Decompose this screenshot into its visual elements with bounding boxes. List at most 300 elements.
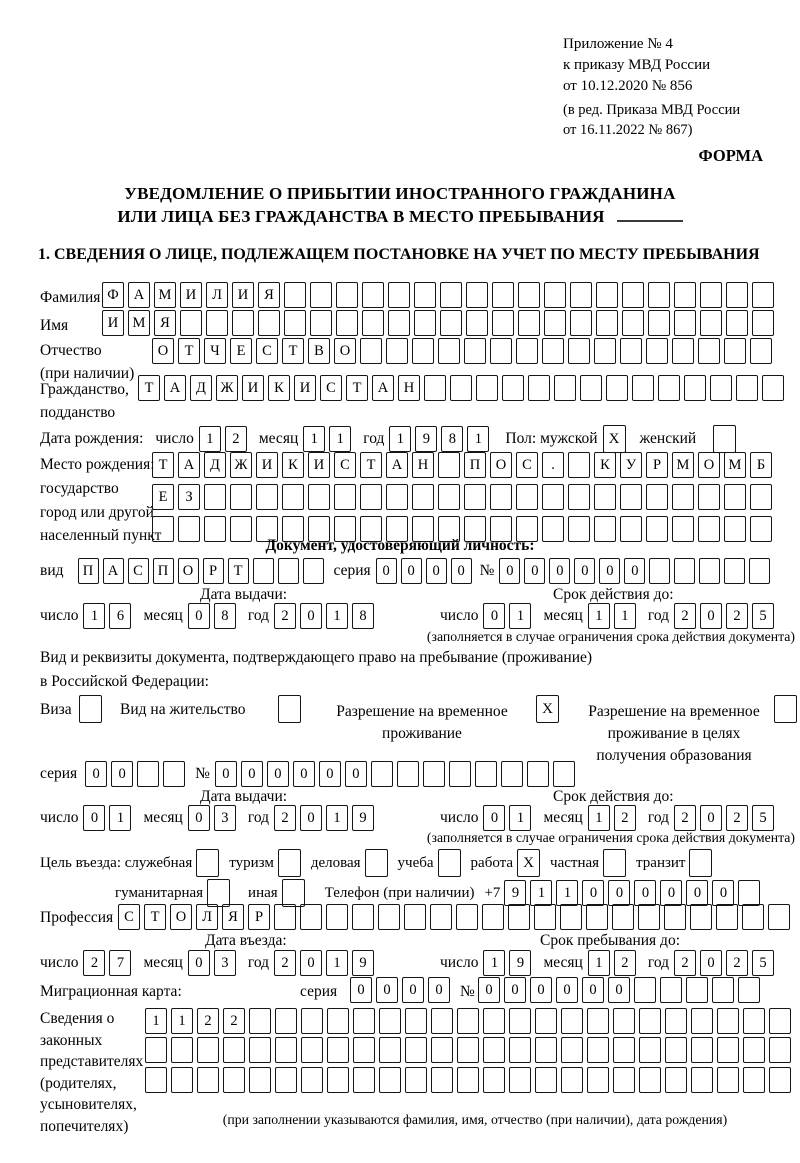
- char-cell: [457, 1037, 479, 1063]
- char-cell: [698, 338, 720, 364]
- char-cell: 9: [352, 805, 374, 831]
- char-cell: [301, 1008, 323, 1034]
- doc-type-label: вид: [40, 561, 64, 579]
- sex-male-label: Пол: мужской: [505, 429, 598, 447]
- name-cells: [102, 310, 778, 336]
- birth-day-cells: [199, 426, 251, 452]
- doc-type-cells: [78, 558, 328, 584]
- char-cell: [371, 761, 393, 787]
- char-cell: [634, 977, 656, 1003]
- char-cell: [145, 1067, 167, 1093]
- char-cell: [674, 558, 695, 584]
- representatives-note: (при заполнении указываются фамилия, имя, отчество (при наличии), дата рождения): [222, 1112, 728, 1127]
- char-cell: [594, 484, 616, 510]
- birth-place-label-1: Место рождения:: [40, 456, 155, 473]
- char-cell: М: [724, 452, 746, 478]
- migration-series-label: серия: [300, 983, 338, 1000]
- char-cell: [456, 904, 478, 930]
- month-label: месяц: [258, 429, 299, 447]
- char-cell: К: [594, 452, 616, 478]
- stay-until-row: [440, 950, 786, 976]
- char-cell: [509, 1067, 531, 1093]
- char-cell: [561, 1008, 583, 1034]
- char-cell: [509, 1037, 531, 1063]
- char-cell: 2: [274, 603, 296, 629]
- char-cell: [518, 282, 540, 308]
- char-cell: [457, 1008, 479, 1034]
- patronymic-label: Отчество: [40, 342, 102, 359]
- char-cell: М: [154, 282, 176, 308]
- migration-series-cells: [350, 977, 454, 1003]
- char-cell: 0: [574, 558, 595, 584]
- char-cell: [518, 310, 540, 336]
- char-cell: [738, 977, 760, 1003]
- char-cell: 0: [483, 805, 505, 831]
- char-cell: [690, 904, 712, 930]
- char-cell: А: [103, 558, 124, 584]
- stay-doc-line-1: Вид и реквизиты документа, подтверждающего право на пребывание (проживание): [40, 649, 593, 666]
- stay-valid-month-cells: [588, 805, 640, 831]
- char-cell: [449, 761, 471, 787]
- char-cell: И: [102, 310, 124, 336]
- visa-label: Виза: [40, 701, 72, 718]
- char-cell: С: [256, 338, 278, 364]
- id-doc-heading: Документ, удостоверяющий личность:: [265, 537, 535, 554]
- char-cell: 0: [451, 558, 472, 584]
- year-label: год: [647, 808, 670, 826]
- char-cell: 1: [145, 1008, 167, 1034]
- char-cell: Н: [412, 452, 434, 478]
- char-cell: Л: [196, 904, 218, 930]
- day-label: число: [155, 429, 194, 447]
- char-cell: О: [490, 452, 512, 478]
- char-cell: 0: [499, 558, 520, 584]
- char-cell: Р: [646, 452, 668, 478]
- char-cell: М: [672, 452, 694, 478]
- birth-place-label-4: населенный пункт: [40, 527, 162, 544]
- purpose-official-label: Цель въезда: служебная: [40, 854, 193, 871]
- char-cell: 1: [326, 603, 348, 629]
- migration-number-cells: [478, 977, 764, 1003]
- char-cell: 0: [293, 761, 315, 787]
- char-cell: [378, 904, 400, 930]
- citizenship-label-1: Гражданство,: [40, 381, 129, 398]
- char-cell: [535, 1067, 557, 1093]
- char-cell: [639, 1008, 661, 1034]
- id-issue-date-row: [40, 603, 386, 629]
- purpose-work-checkbox: X: [517, 849, 540, 877]
- char-cell: [404, 904, 426, 930]
- stay-series-cells: [85, 761, 189, 787]
- char-cell: 2: [726, 603, 748, 629]
- entry-day-cells: [83, 950, 135, 976]
- char-cell: С: [334, 452, 356, 478]
- char-cell: Р: [203, 558, 224, 584]
- char-cell: Ж: [230, 452, 252, 478]
- char-cell: [197, 1067, 219, 1093]
- char-cell: 1: [588, 603, 610, 629]
- id-valid-day-cells: [483, 603, 535, 629]
- char-cell: 0: [582, 977, 604, 1003]
- char-cell: [596, 310, 618, 336]
- char-cell: [717, 1067, 739, 1093]
- char-cell: 2: [274, 950, 296, 976]
- id-issue-date-label: Дата выдачи:: [200, 586, 288, 603]
- id-valid-until-label: Срок действия до:: [553, 586, 674, 603]
- char-cell: [561, 1037, 583, 1063]
- char-cell: К: [282, 452, 304, 478]
- char-cell: О: [334, 338, 356, 364]
- purpose-private-label: частная: [550, 854, 600, 871]
- char-cell: [412, 484, 434, 510]
- char-cell: 1: [83, 603, 105, 629]
- stay-until-month-cells: [588, 950, 640, 976]
- char-cell: 1: [588, 805, 610, 831]
- entry-month-cells: [188, 950, 240, 976]
- char-cell: [620, 338, 642, 364]
- name-label: Имя: [40, 317, 69, 334]
- char-cell: [431, 1037, 453, 1063]
- char-cell: [414, 310, 436, 336]
- char-cell: М: [128, 310, 150, 336]
- char-cell: [249, 1008, 271, 1034]
- char-cell: 9: [509, 950, 531, 976]
- id-valid-year-cells: [674, 603, 778, 629]
- char-cell: [639, 1067, 661, 1093]
- char-cell: [606, 375, 628, 401]
- char-cell: [284, 310, 306, 336]
- stay-doc-series-row: [40, 761, 579, 787]
- char-cell: [528, 375, 550, 401]
- char-cell: С: [118, 904, 140, 930]
- char-cell: [405, 1037, 427, 1063]
- temp-residence-edu-checkbox: [774, 695, 797, 723]
- char-cell: [672, 338, 694, 364]
- month-label: месяц: [543, 953, 583, 971]
- char-cell: Я: [154, 310, 176, 336]
- char-cell: [379, 1037, 401, 1063]
- char-cell: И: [256, 452, 278, 478]
- char-cell: [726, 282, 748, 308]
- char-cell: О: [170, 904, 192, 930]
- char-cell: [256, 484, 278, 510]
- char-cell: 9: [352, 950, 374, 976]
- month-label: месяц: [543, 808, 583, 826]
- char-cell: [501, 761, 523, 787]
- char-cell: [686, 977, 708, 1003]
- char-cell: [492, 310, 514, 336]
- char-cell: [749, 558, 770, 584]
- char-cell: Р: [248, 904, 270, 930]
- char-cell: О: [698, 452, 720, 478]
- char-cell: 2: [614, 950, 636, 976]
- char-cell: [300, 904, 322, 930]
- id-series-cells: [376, 558, 476, 584]
- char-cell: [197, 1037, 219, 1063]
- phone-label: Телефон (при наличии): [324, 884, 475, 901]
- char-cell: 0: [188, 805, 210, 831]
- form-marker: ФОРМА: [698, 146, 763, 165]
- char-cell: [712, 977, 734, 1003]
- ref-line-1: Приложение № 4: [563, 36, 673, 52]
- char-cell: [544, 282, 566, 308]
- char-cell: 0: [530, 977, 552, 1003]
- section1-heading: 1. СВЕДЕНИЯ О ЛИЦЕ, ПОДЛЕЖАЩЕМ ПОСТАНОВКЕ НА УЧЕТ ПО МЕСТУ ПРЕБЫВАНИЯ: [38, 246, 760, 263]
- char-cell: [516, 338, 538, 364]
- char-cell: [632, 375, 654, 401]
- char-cell: [769, 1037, 791, 1063]
- char-cell: [249, 1037, 271, 1063]
- stay-doc-line-2: в Российской Федерации:: [40, 673, 209, 690]
- char-cell: [440, 282, 462, 308]
- char-cell: 1: [326, 805, 348, 831]
- char-cell: 0: [478, 977, 500, 1003]
- char-cell: [699, 558, 720, 584]
- birth-place-cells-row1: [152, 452, 776, 478]
- char-cell: 0: [376, 977, 398, 1003]
- visa-checkbox: [79, 695, 102, 723]
- char-cell: [648, 282, 670, 308]
- char-cell: [684, 375, 706, 401]
- char-cell: [483, 1037, 505, 1063]
- char-cell: Т: [360, 452, 382, 478]
- char-cell: 1: [303, 426, 325, 452]
- representatives-cells-row2: [145, 1037, 795, 1063]
- char-cell: [352, 904, 374, 930]
- stay-until-year-cells: [674, 950, 778, 976]
- year-label: год: [247, 808, 270, 826]
- char-cell: 0: [215, 761, 237, 787]
- stay-valid-year-cells: [674, 805, 778, 831]
- char-cell: [726, 310, 748, 336]
- title-line-2: ИЛИ ЛИЦА БЕЗ ГРАЖДАНСТВА В МЕСТО ПРЕБЫВАНИЯ: [0, 205, 800, 228]
- stay-issue-month-cells: [188, 805, 240, 831]
- day-label: число: [440, 808, 479, 826]
- char-cell: [180, 310, 202, 336]
- day-label: число: [40, 808, 79, 826]
- char-cell: 0: [582, 880, 604, 906]
- char-cell: .: [542, 452, 564, 478]
- char-cell: 5: [752, 950, 774, 976]
- char-cell: [223, 1037, 245, 1063]
- purpose-private-checkbox: [603, 849, 626, 877]
- char-cell: 1: [467, 426, 489, 452]
- char-cell: [423, 761, 445, 787]
- id-number-cells: [499, 558, 774, 584]
- purpose-transit-checkbox: [689, 849, 712, 877]
- char-cell: [275, 1067, 297, 1093]
- char-cell: П: [153, 558, 174, 584]
- profession-cells: [118, 904, 794, 930]
- stay-valid-until-row: [440, 805, 786, 831]
- char-cell: [672, 484, 694, 510]
- char-cell: [570, 282, 592, 308]
- appendix-reference: [563, 34, 710, 97]
- patronymic-note: (при наличии): [40, 365, 135, 382]
- char-cell: А: [386, 452, 408, 478]
- char-cell: [397, 761, 419, 787]
- char-cell: [405, 1008, 427, 1034]
- char-cell: [388, 282, 410, 308]
- char-cell: 2: [726, 950, 748, 976]
- char-cell: 0: [428, 977, 450, 1003]
- char-cell: [457, 1067, 479, 1093]
- char-cell: З: [178, 484, 200, 510]
- char-cell: 1: [588, 950, 610, 976]
- id-valid-month-cells: [588, 603, 640, 629]
- char-cell: 1: [509, 603, 531, 629]
- char-cell: [258, 310, 280, 336]
- char-cell: 0: [241, 761, 263, 787]
- char-cell: 0: [188, 603, 210, 629]
- char-cell: [568, 484, 590, 510]
- char-cell: [542, 484, 564, 510]
- residence-permit-checkbox: [278, 695, 301, 723]
- char-cell: [386, 338, 408, 364]
- stay-number-cells: [215, 761, 579, 787]
- char-cell: 0: [319, 761, 341, 787]
- char-cell: [587, 1067, 609, 1093]
- char-cell: 8: [214, 603, 236, 629]
- char-cell: [482, 904, 504, 930]
- char-cell: [438, 452, 460, 478]
- citizenship-cells: [138, 375, 788, 401]
- char-cell: И: [242, 375, 264, 401]
- purpose-study-label: учеба: [397, 854, 434, 871]
- char-cell: [232, 310, 254, 336]
- char-cell: 2: [726, 805, 748, 831]
- stay-valid-until-label: Срок действия до:: [553, 788, 674, 805]
- char-cell: [379, 1067, 401, 1093]
- char-cell: [440, 310, 462, 336]
- char-cell: [527, 761, 549, 787]
- stay-valid-day-cells: [483, 805, 535, 831]
- char-cell: 0: [426, 558, 447, 584]
- char-cell: 0: [401, 558, 422, 584]
- char-cell: 1: [171, 1008, 193, 1034]
- birth-date-row: [40, 425, 736, 453]
- char-cell: [301, 1037, 323, 1063]
- purpose-humanitarian-label: гуманитарная: [115, 884, 204, 901]
- char-cell: [742, 904, 764, 930]
- char-cell: [353, 1067, 375, 1093]
- char-cell: [327, 1008, 349, 1034]
- char-cell: [275, 1008, 297, 1034]
- char-cell: [620, 484, 642, 510]
- char-cell: Б: [750, 452, 772, 478]
- char-cell: [535, 1037, 557, 1063]
- char-cell: Ж: [216, 375, 238, 401]
- char-cell: 8: [441, 426, 463, 452]
- char-cell: [743, 1037, 765, 1063]
- char-cell: [674, 310, 696, 336]
- purpose-official-checkbox: [196, 849, 219, 877]
- char-cell: С: [320, 375, 342, 401]
- temp-residence-edu-label: Разрешение на временное проживание в целях получения образования: [588, 703, 760, 764]
- char-cell: [691, 1037, 713, 1063]
- char-cell: [674, 282, 696, 308]
- char-cell: [554, 375, 576, 401]
- char-cell: [594, 338, 616, 364]
- char-cell: А: [128, 282, 150, 308]
- char-cell: О: [178, 558, 199, 584]
- char-cell: 7: [109, 950, 131, 976]
- char-cell: [743, 1067, 765, 1093]
- residence-permit-label: Вид на жительство: [120, 701, 246, 718]
- char-cell: [362, 310, 384, 336]
- char-cell: 0: [267, 761, 289, 787]
- char-cell: 0: [300, 950, 322, 976]
- char-cell: [145, 1037, 167, 1063]
- id-issue-month-cells: [188, 603, 240, 629]
- char-cell: 0: [504, 977, 526, 1003]
- char-cell: 2: [197, 1008, 219, 1034]
- char-cell: 0: [700, 950, 722, 976]
- char-cell: Ф: [102, 282, 124, 308]
- char-cell: 0: [599, 558, 620, 584]
- char-cell: [301, 1067, 323, 1093]
- char-cell: [665, 1008, 687, 1034]
- surname-label: Фамилия: [40, 289, 101, 306]
- purpose-tourism-checkbox: [278, 849, 301, 877]
- char-cell: Е: [152, 484, 174, 510]
- char-cell: [736, 375, 758, 401]
- char-cell: [509, 1008, 531, 1034]
- char-cell: [326, 904, 348, 930]
- char-cell: 1: [389, 426, 411, 452]
- profession-label: Профессия: [40, 909, 114, 926]
- entry-year-cells: [274, 950, 378, 976]
- char-cell: 2: [674, 805, 696, 831]
- year-label: год: [647, 953, 670, 971]
- char-cell: [750, 484, 772, 510]
- char-cell: [638, 904, 660, 930]
- phone-cells: [504, 880, 764, 906]
- char-cell: [388, 310, 410, 336]
- char-cell: [334, 484, 356, 510]
- representatives-label: Сведения о законных представителях (родителях, усыновителях, попечителях): [40, 1010, 144, 1135]
- char-cell: [560, 904, 582, 930]
- char-cell: [502, 375, 524, 401]
- char-cell: [691, 1008, 713, 1034]
- char-cell: [360, 338, 382, 364]
- char-cell: [587, 1008, 609, 1034]
- id-doc-row: [40, 558, 774, 584]
- stay-issue-date-row: [40, 805, 386, 831]
- char-cell: [648, 310, 670, 336]
- char-cell: [414, 282, 436, 308]
- char-cell: 2: [674, 950, 696, 976]
- entry-date-row: [40, 950, 386, 976]
- char-cell: 0: [634, 880, 656, 906]
- char-cell: 0: [345, 761, 367, 787]
- char-cell: [568, 452, 590, 478]
- char-cell: [544, 310, 566, 336]
- char-cell: [639, 1037, 661, 1063]
- char-cell: [710, 375, 732, 401]
- char-cell: [249, 1067, 271, 1093]
- char-cell: 2: [614, 805, 636, 831]
- year-label: год: [363, 429, 385, 447]
- char-cell: 1: [614, 603, 636, 629]
- char-cell: [646, 484, 668, 510]
- char-cell: [163, 761, 185, 787]
- char-cell: 2: [225, 426, 247, 452]
- char-cell: [769, 1008, 791, 1034]
- char-cell: К: [268, 375, 290, 401]
- temp-residence-checkbox: X: [536, 695, 559, 723]
- char-cell: 0: [188, 950, 210, 976]
